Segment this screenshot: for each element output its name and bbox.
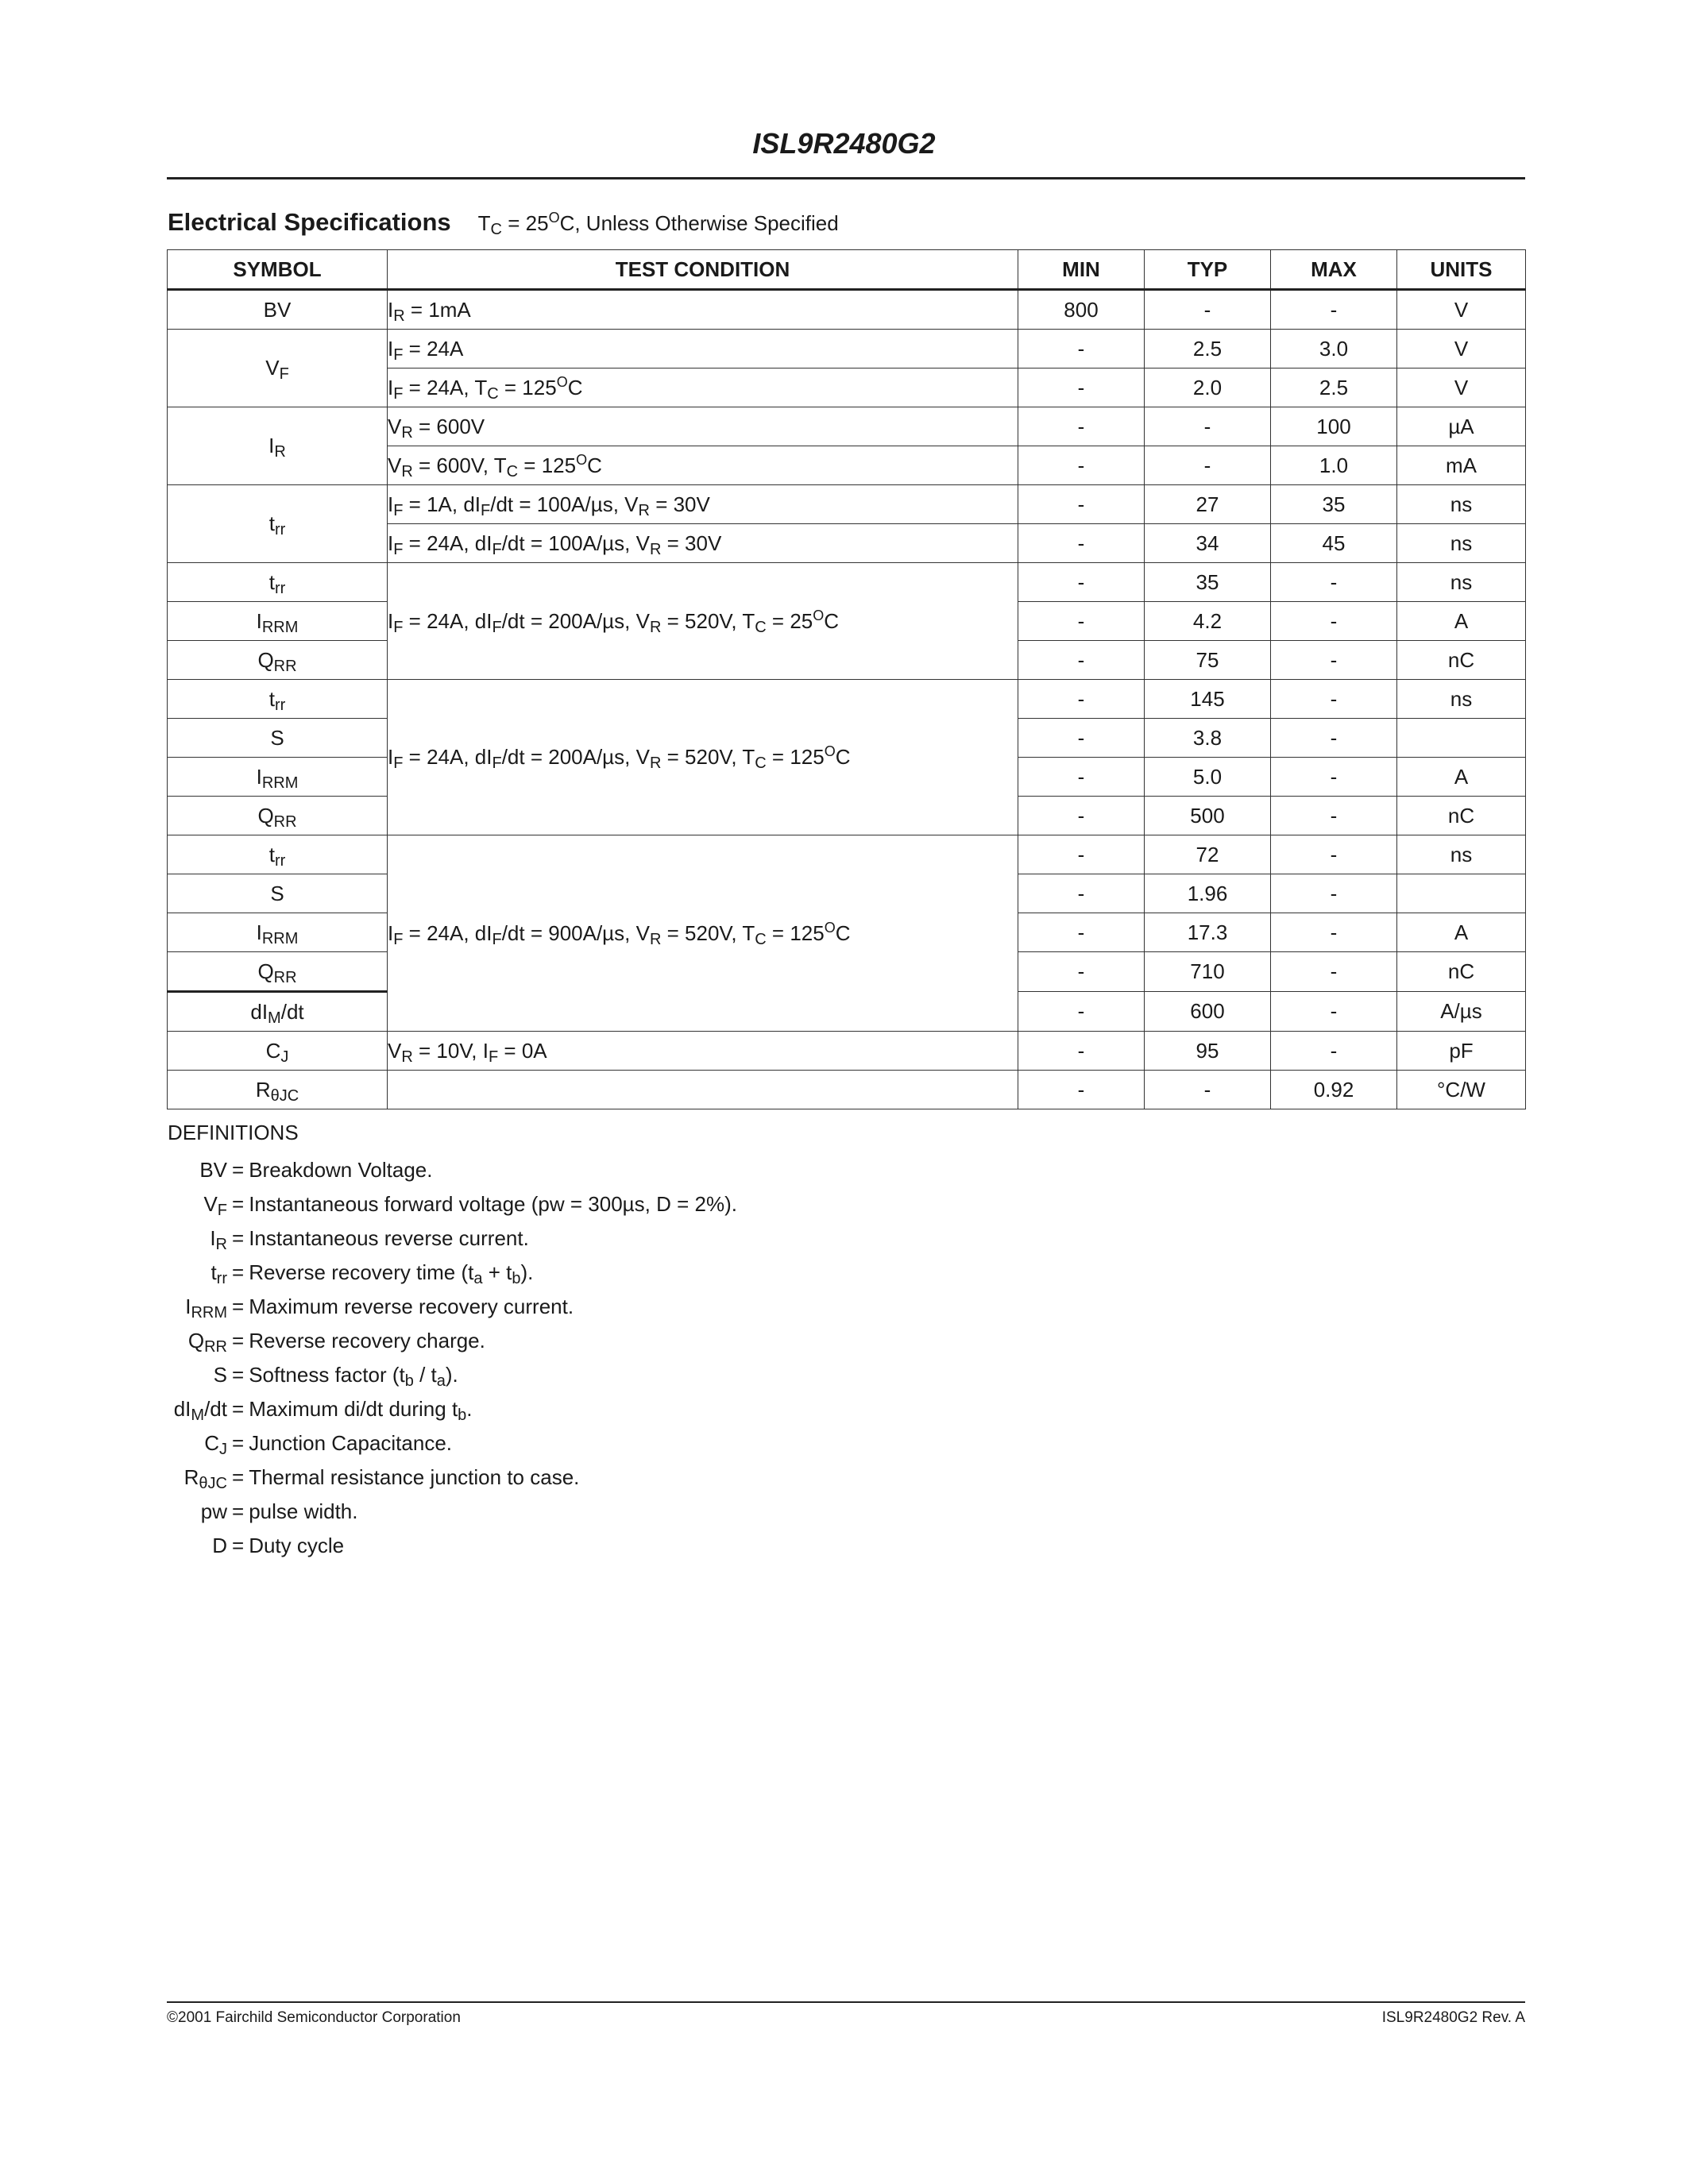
- min-cell: -: [1018, 446, 1145, 485]
- units-cell: nC: [1397, 952, 1526, 992]
- units-cell: mA: [1397, 446, 1526, 485]
- max-cell: -: [1271, 758, 1397, 797]
- max-cell: -: [1271, 563, 1397, 602]
- typ-cell: 17.3: [1145, 913, 1271, 952]
- max-cell: -: [1271, 835, 1397, 874]
- min-cell: -: [1018, 874, 1145, 913]
- electrical-specifications-table: [167, 249, 1526, 1109]
- header-typ: TYP: [1145, 250, 1271, 290]
- list-item: pw = pulse width.: [200, 1499, 358, 1523]
- table-row: [168, 563, 1526, 602]
- table-header-row: [168, 250, 1526, 290]
- title-divider: [167, 177, 1525, 179]
- units-cell: µA: [1397, 407, 1526, 446]
- typ-cell: 34: [1145, 524, 1271, 563]
- symbol-cell: $I_{RRM}$: [168, 913, 388, 952]
- list-item: $C_J$ = Junction Capacitance.: [204, 1431, 453, 1458]
- typ-cell: 27: [1145, 485, 1271, 524]
- symbol-cell: $R_{\theta JC}$: [168, 1071, 388, 1109]
- condition-cell: [388, 1071, 1018, 1109]
- list-item: BV = Breakdown Voltage.: [199, 1158, 433, 1182]
- condition-cell: $I_F = 24A$, $dI_F/dt = 200A/\mu s$, $V_R = 520V$, $T_C = 125^OC$: [388, 680, 1018, 835]
- condition-cell: $V_R = 10V$, $I_F = 0A$: [388, 1032, 1018, 1071]
- units-cell: ns: [1397, 680, 1526, 719]
- symbol-cell: S: [168, 874, 388, 913]
- typ-cell: 600: [1145, 992, 1271, 1032]
- typ-cell: 72: [1145, 835, 1271, 874]
- max-cell: 35: [1271, 485, 1397, 524]
- max-cell: 3.0: [1271, 330, 1397, 369]
- max-cell: -: [1271, 797, 1397, 835]
- spec-heading: [168, 208, 839, 237]
- symbol-cell: $C_J$: [168, 1032, 388, 1071]
- units-cell: A: [1397, 913, 1526, 952]
- units-cell: A/µs: [1397, 992, 1526, 1032]
- condition-cell: $I_F = 24A$, $dI_F/dt = 100A/\mu s$, $V_R = 30V$: [388, 524, 1018, 563]
- min-cell: -: [1018, 952, 1145, 992]
- units-cell: nC: [1397, 797, 1526, 835]
- units-cell: ns: [1397, 524, 1526, 563]
- table-row: [168, 835, 1526, 874]
- footer-divider: [167, 2001, 1525, 2003]
- symbol-cell: $dI_M/dt$: [168, 992, 388, 1032]
- min-cell: -: [1018, 369, 1145, 407]
- max-cell: -: [1271, 719, 1397, 758]
- min-cell: -: [1018, 602, 1145, 641]
- list-item: $Q_{RR}$ = Reverse recovery charge.: [187, 1329, 485, 1356]
- min-cell: -: [1018, 719, 1145, 758]
- max-cell: 100: [1271, 407, 1397, 446]
- max-cell: -: [1271, 952, 1397, 992]
- list-item: $t_{rr}$ = Reverse recovery time $(t_a + t_b)$.: [211, 1260, 534, 1287]
- units-cell: [1397, 874, 1526, 913]
- max-cell: -: [1271, 602, 1397, 641]
- min-cell: -: [1018, 758, 1145, 797]
- typ-cell: 4.2: [1145, 602, 1271, 641]
- max-cell: -: [1271, 1032, 1397, 1071]
- header-symbol: SYMBOL: [168, 250, 388, 290]
- min-cell: 800: [1018, 290, 1145, 330]
- spec-heading-title: Electrical Specifications: [168, 208, 451, 236]
- min-cell: -: [1018, 563, 1145, 602]
- table-row: [168, 407, 1526, 446]
- symbol-cell: BV: [168, 290, 388, 330]
- list-item: D = Duty cycle: [212, 1534, 345, 1557]
- typ-cell: 2.0: [1145, 369, 1271, 407]
- condition-cell: $V_R = 600V$, $T_C = 125^OC$: [388, 446, 1018, 485]
- units-cell: [1397, 719, 1526, 758]
- max-cell: 2.5: [1271, 369, 1397, 407]
- typ-cell: -: [1145, 1071, 1271, 1109]
- units-cell: pF: [1397, 1032, 1526, 1071]
- header-units: UNITS: [1397, 250, 1526, 290]
- units-cell: ns: [1397, 835, 1526, 874]
- table-row: [168, 680, 1526, 719]
- min-cell: -: [1018, 992, 1145, 1032]
- symbol-cell: $I_R$: [168, 407, 388, 485]
- typ-cell: 95: [1145, 1032, 1271, 1071]
- list-item: $I_R$ = Instantaneous reverse current.: [210, 1226, 529, 1253]
- definitions-title: DEFINITIONS: [168, 1121, 299, 1144]
- symbol-cell: $V_F$: [168, 330, 388, 407]
- typ-cell: 145: [1145, 680, 1271, 719]
- typ-cell: 1.96: [1145, 874, 1271, 913]
- symbol-cell: $I_{RRM}$: [168, 758, 388, 797]
- min-cell: -: [1018, 835, 1145, 874]
- header-test-condition: TEST CONDITION: [388, 250, 1018, 290]
- condition-cell: $I_F = 24A$, $dI_F/dt = 900A/\mu s$, $V_R = 520V$, $T_C = 125^OC$: [388, 835, 1018, 1032]
- list-item: $dI_M/dt$ = Maximum di/dt during $t_b$.: [173, 1397, 473, 1424]
- units-cell: ns: [1397, 485, 1526, 524]
- list-item: S = Softness factor $(t_b / t_a)$.: [213, 1363, 458, 1390]
- max-cell: -: [1271, 290, 1397, 330]
- max-cell: 1.0: [1271, 446, 1397, 485]
- min-cell: -: [1018, 913, 1145, 952]
- spec-heading-condition: $T_C = 25^OC$, Unless Otherwise Specified: [477, 210, 839, 238]
- typ-cell: -: [1145, 407, 1271, 446]
- max-cell: -: [1271, 641, 1397, 680]
- table-row: [168, 485, 1526, 524]
- condition-cell: $I_R = 1mA$: [388, 290, 1018, 330]
- list-item: $R_{\theta JC}$ = Thermal resistance junction to case.: [183, 1465, 580, 1492]
- typ-cell: 75: [1145, 641, 1271, 680]
- list-item: $V_F$ = Instantaneous forward voltage (pw = 300µs, D = 2%).: [203, 1192, 737, 1219]
- max-cell: 0.92: [1271, 1071, 1397, 1109]
- typ-cell: 710: [1145, 952, 1271, 992]
- footer-copyright: ©2001 Fairchild Semiconductor Corporation: [167, 2009, 461, 2026]
- max-cell: -: [1271, 913, 1397, 952]
- symbol-cell: $Q_{RR}$: [168, 797, 388, 835]
- condition-cell: $I_F = 24A$: [388, 330, 1018, 369]
- symbol-cell: $t_{rr}$: [168, 835, 388, 874]
- document-title: ISL9R2480G2: [752, 127, 936, 160]
- max-cell: -: [1271, 680, 1397, 719]
- symbol-cell: $t_{rr}$: [168, 563, 388, 602]
- symbol-cell: $I_{RRM}$: [168, 602, 388, 641]
- condition-cell: $I_F = 24A$, $T_C = 125^OC$: [388, 369, 1018, 407]
- table-row: [168, 290, 1526, 330]
- units-cell: ns: [1397, 563, 1526, 602]
- units-cell: nC: [1397, 641, 1526, 680]
- condition-cell: $I_F = 24A$, $dI_F/dt = 200A/\mu s$, $V_R = 520V$, $T_C = 25^OC$: [388, 563, 1018, 680]
- condition-cell: $V_R = 600V$: [388, 407, 1018, 446]
- min-cell: -: [1018, 641, 1145, 680]
- min-cell: -: [1018, 524, 1145, 563]
- min-cell: -: [1018, 680, 1145, 719]
- min-cell: -: [1018, 1071, 1145, 1109]
- table-row: [168, 330, 1526, 369]
- table-row: [168, 1032, 1526, 1071]
- units-cell: °C/W: [1397, 1071, 1526, 1109]
- typ-cell: -: [1145, 446, 1271, 485]
- condition-cell: $I_F = 1A$, $dI_F/dt = 100A/\mu s$, $V_R = 30V$: [388, 485, 1018, 524]
- symbol-cell: $Q_{RR}$: [168, 952, 388, 992]
- units-cell: V: [1397, 330, 1526, 369]
- min-cell: -: [1018, 407, 1145, 446]
- units-cell: A: [1397, 602, 1526, 641]
- typ-cell: 500: [1145, 797, 1271, 835]
- table-row: [168, 1071, 1526, 1109]
- footer-revision: ISL9R2480G2 Rev. A: [1381, 2009, 1525, 2026]
- min-cell: -: [1018, 1032, 1145, 1071]
- typ-cell: 3.8: [1145, 719, 1271, 758]
- max-cell: -: [1271, 874, 1397, 913]
- typ-cell: 2.5: [1145, 330, 1271, 369]
- min-cell: -: [1018, 797, 1145, 835]
- typ-cell: -: [1145, 290, 1271, 330]
- symbol-cell: $Q_{RR}$: [168, 641, 388, 680]
- symbol-cell: S: [168, 719, 388, 758]
- header-max: MAX: [1271, 250, 1397, 290]
- min-cell: -: [1018, 485, 1145, 524]
- typ-cell: 35: [1145, 563, 1271, 602]
- units-cell: V: [1397, 369, 1526, 407]
- symbol-cell: $t_{rr}$: [168, 680, 388, 719]
- typ-cell: 5.0: [1145, 758, 1271, 797]
- symbol-cell: $t_{rr}$: [168, 485, 388, 563]
- header-min: MIN: [1018, 250, 1145, 290]
- max-cell: 45: [1271, 524, 1397, 563]
- units-cell: A: [1397, 758, 1526, 797]
- units-cell: V: [1397, 290, 1526, 330]
- list-item: $I_{RRM}$ = Maximum reverse recovery current.: [185, 1295, 574, 1322]
- min-cell: -: [1018, 330, 1145, 369]
- max-cell: -: [1271, 992, 1397, 1032]
- definitions-list: [159, 1153, 737, 1563]
